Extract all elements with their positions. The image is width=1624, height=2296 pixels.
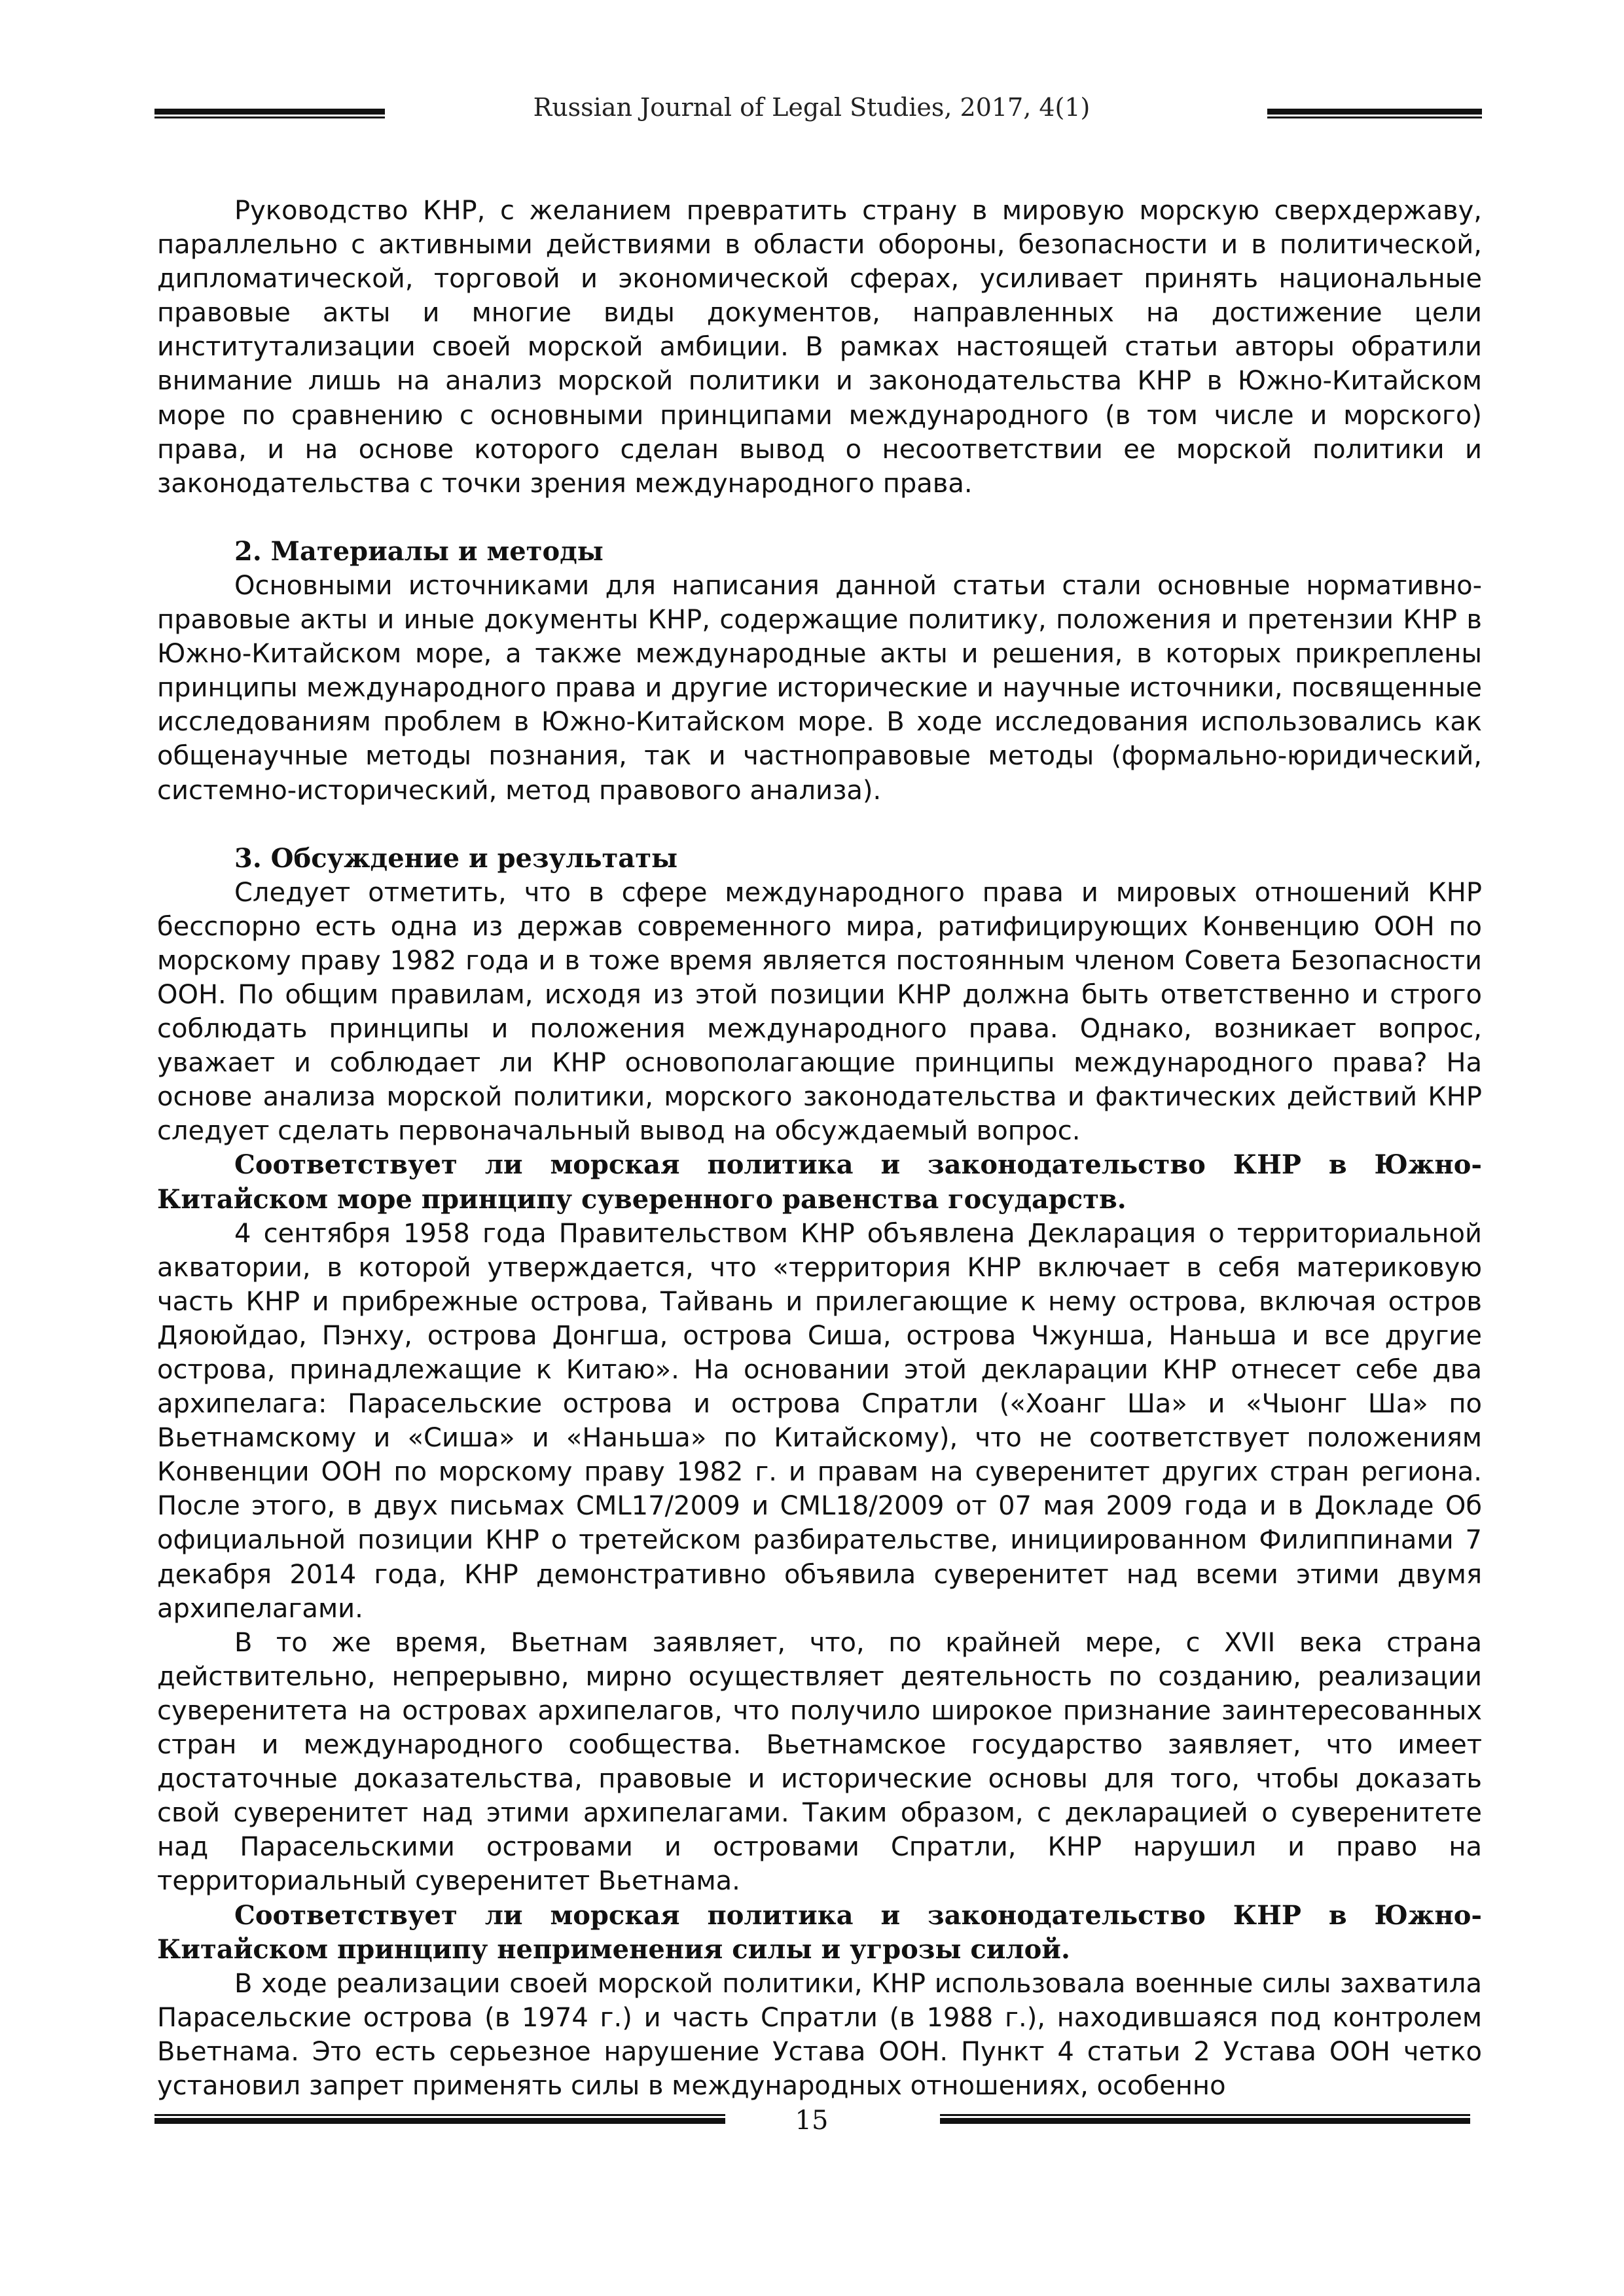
page-number: 15 <box>795 2106 829 2136</box>
paragraph: Следует отметить, что в сфере международного права и мировых отношений КНР бесспорно есть одна из держав современного мира, ратифицирующих Конвенцию ООН по морскому праву 1982 года и в тоже время является постоянным членом Совета Безопасности ООН. По общим правилам, исходя из этой позиции КНР должна быть ответственно и строго соблюдать принципы и положения международного права. Однако, возникает вопрос, уважает и соблюдает ли КНР основополагающие принципы международного права? На основе анализа морской политики, морского законодательства и фактических действий КНР следует сделать первоначальный вывод на обсуждаемый вопрос. <box>157 877 1482 1147</box>
subheading-non-use-of-force: Соответствует ли морская политика и законодательство КНР в Южно-Китайском принципу неприменения силы и угрозы силой. <box>157 1899 1482 1965</box>
section-heading-materials: 2. Материалы и методы <box>234 535 604 567</box>
paragraph: 4 сентября 1958 года Правительством КНР объявлена Декларация о территориальной акватории, в которой утверждается, что «территория КНР включает в себя материковую часть КНР и прибрежные острова, Тайвань и прилегающие к нему острова, включая остров Дяоюйдао, Пэнху, острова Донгша, острова Сиша, острова Чжунша, Наньша и все другие острова, принадлежащие к Китаю». На основании этой декларации КНР отнесет себе два архипелага: Парасельские острова и острова Спратли («Хоанг Ша» и «Чыонг Ша» по Вьетнамскому и «Сиша» и «Наньша» по Китайскому), что не соответствует положениям Конвенции ООН по морскому праву 1982 г. и правам на суверенитет других стран региона. После этого, в двух письмах CML17/2009 и CML18/2009 от 07 мая 2009 года и в Докладе Об официальной позиции КНР о третейском разбирательстве, инициированном Филиппинами 7 декабря 2014 года, КНР демонстративно объявила суверенитет над всеми этими двумя архипелагами. <box>157 1218 1482 1624</box>
section-heading-discussion: 3. Обсуждение и результаты <box>234 842 678 874</box>
paragraph: В ходе реализации своей морской политики, КНР использовала военные силы захватила Парасельские острова (в 1974 г.) и часть Спратли (в 1988 г.), находившаяся под контролем Вьетнама. Это есть серьезное нарушение Устава ООН. Пункт 4 статьи 2 Устава ООН четко установил запрет применять силы в международных отношениях, особенно <box>157 1968 1482 2101</box>
paragraph: Основными источниками для написания данной статьи стали основные нормативно-правовые акты и иные документы КНР, содержащие политику, положения и претензии КНР в Южно-Китайском море, а также международные акты и решения, в которых прикреплены принципы международного права и другие исторические и научные источники, посвященные исследованиям проблем в Южно-Китайском море. В ходе исследования использовались как общенаучные методы познания, так и частноправовые методы (формально-юридический, системно-исторический, метод правового анализа). <box>157 570 1482 806</box>
header-rule-right <box>1267 109 1482 118</box>
subheading-sovereign-equality: Соответствует ли морская политика и законодательство КНР в Южно-Китайском море принципу суверенного равенства государств. <box>157 1149 1482 1215</box>
header-rule-left <box>154 109 385 118</box>
footer-rule-left <box>154 2114 725 2124</box>
footer-rule-right <box>940 2114 1470 2124</box>
article-body <box>157 194 1482 2103</box>
paragraph: В то же время, Вьетнам заявляет, что, по крайней мере, с XVII века страна действительно, непрерывно, мирно осуществляет деятельность по созданию, реализации суверенитета на островах архипелагов, что получило широкое признание заинтересованных стран и международного сообщества. Вьетнамское государство заявляет, что имеет достаточные доказательства, правовые и исторические основы для того, чтобы доказать свой суверенитет над этими архипелагами. Таким образом, с декларацией о суверенитете над Парасельскими островами и островами Спратли, КНР нарушил и право на территориальный суверенитет Вьетнама. <box>157 1627 1482 1897</box>
paragraph: Руководство КНР, с желанием превратить страну в мировую морскую сверхдержаву, параллельно с активными действиями в области обороны, безопасности и в политической, дипломатической, торговой и экономической сферах, усиливает принять национальные правовые акты и многие виды документов, направленных на достижение цели институтализации своей морской амбиции. В рамках настоящей статьи авторы обратили внимание лишь на анализ морской политики и законодательства КНР в Южно-Китайском море по сравнению с основными принципами международного (в том числе и морского) права, и на основе которого сделан вывод о несоответствии ее морской политики и законодательства с точки зрения международного права. <box>157 196 1482 499</box>
running-head: Russian Journal of Legal Studies, 2017, 4(1) <box>533 93 1091 122</box>
